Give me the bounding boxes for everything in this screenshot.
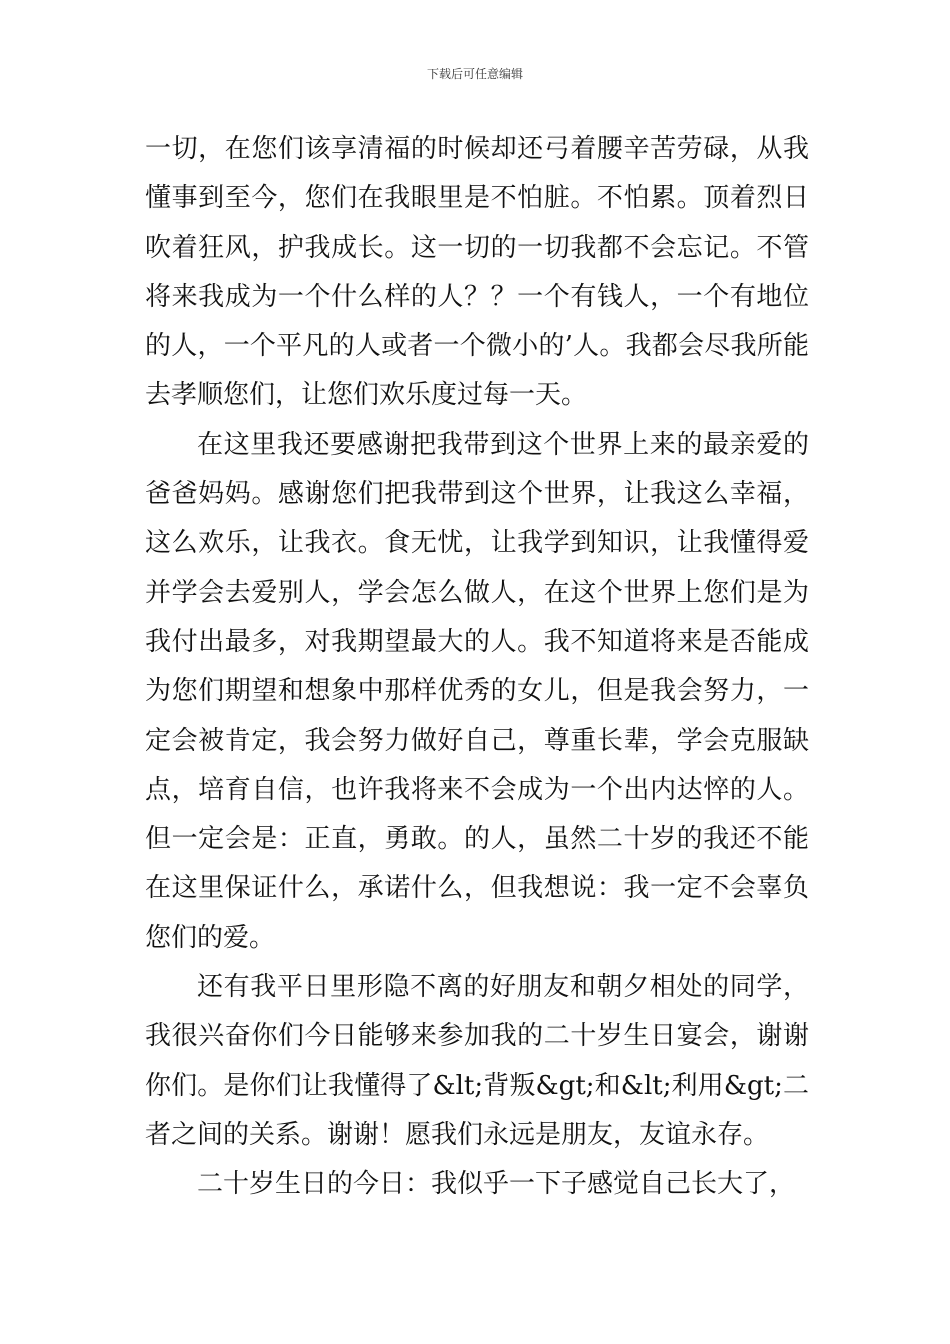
paragraph-2: 在这里我还要感谢把我带到这个世界上来的最亲爱的爸爸妈妈。感谢您们把我带到这个世界，让我这么幸福，这么欢乐，让我衣。食无忧，让我学到知识，让我懂得爱并学会去爱别人，学会怎么做人，在这个世界上您们是为我付出最多，对我期望最大的人。我不知道将来是否能成为您们期望和想象中那样优秀的女儿，但是我会努力，一定会被肯定，我会努力做好自己，尊重长辈，学会克服缺点，培育自信，也许我将来不会成为一个出内达悴的人。但一定会是：正直，勇敢。的人，虽然二十岁的我还不能在这里保证什么，承诺什么，但我想说：我一定不会辜负您们的爱。 [145, 429, 809, 953]
paragraph-1: 一切，在您们该享清福的时候却还弓着腰辛苦劳碌，从我懂事到至今，您们在我眼里是不怕脏。不怕累。顶着烈日吹着狂风，护我成长。这一切的一切我都不会忘记。不管将来我成为一个什么样的人？？一个有钱人，一个有地位的人，一个平凡的人或者一个微小的’人。我都会尽我所能去孝顺您们，让您们欢乐度过每一天。 [145, 134, 809, 411]
document-body [145, 125, 809, 1210]
page-header-note: 下载后可任意编辑 [426, 67, 523, 81]
paragraph-4: 二十岁生日的今日：我似乎一下子感觉自己长大了， [197, 1169, 796, 1200]
paragraph-3: 还有我平日里形隐不离的好朋友和朝夕相处的同学，我很兴奋你们今日能够来参加我的二十岁生日宴会，谢谢你们。是你们让我懂得了&lt;背叛&gt;和&lt;利用&gt;二者之间的关系。谢谢！愿我们永远是朋友，友谊永存。 [145, 972, 809, 1150]
